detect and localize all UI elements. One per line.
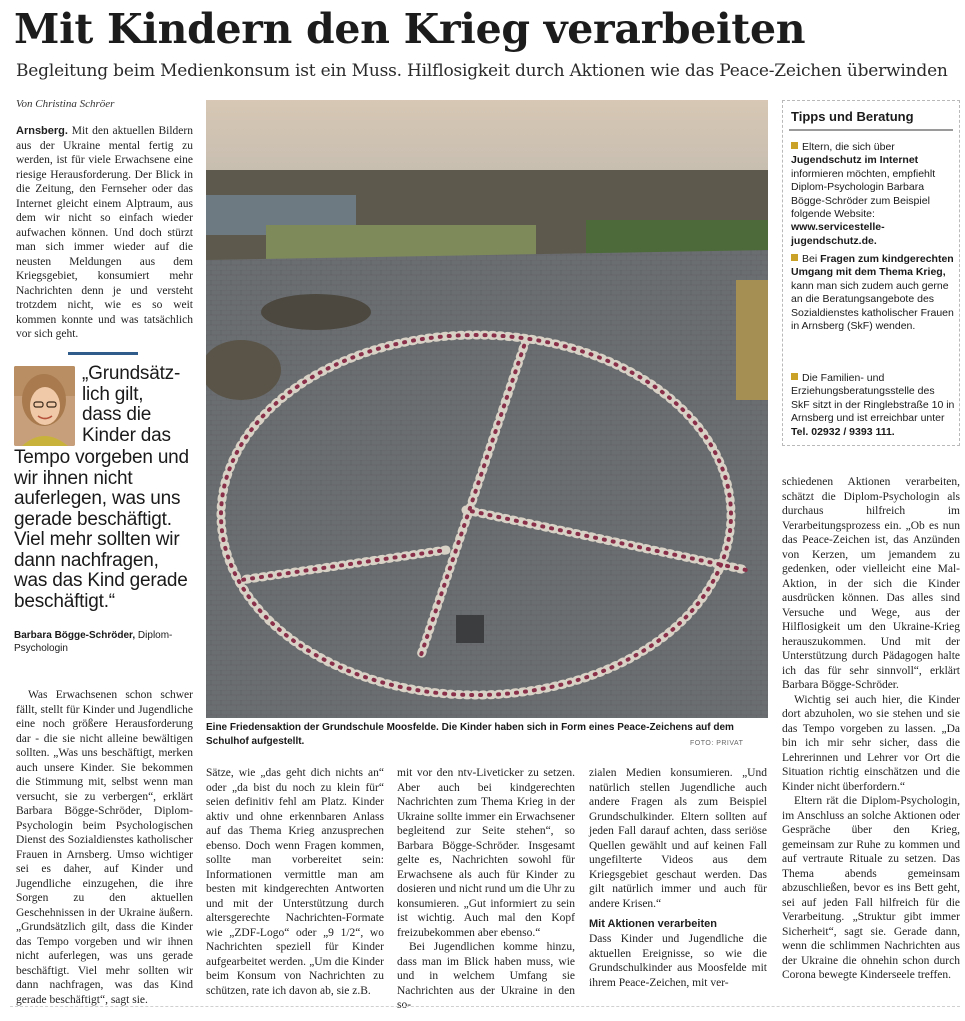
body-text: Eltern rät die Diplom-Psychologin, im Anschluss an solche Aktionen oder Gespräche über den Krieg, gemeinsam zur Ruhe zu kommen und auf vertraute Rituale zu setzen. Das Thema abends gemeinsam abzuschließen, bevor es ins Bett geht, sei auf jeden Fall hilfreich für die Verarbeitung. „Struktur gibt immer Sicherheit“, sagt sie. Gerade dann, wenn die schlimmen Nachrichten aus der Ukraine die ohnehin schon durch Corona bewegte Kinderseele treffen. <box>782 795 960 981</box>
body-column-4 <box>397 766 575 1013</box>
body-column-3 <box>206 766 384 998</box>
photo-credit: FOTO: PRIVAT <box>690 740 744 747</box>
bullet-square-icon <box>791 254 798 261</box>
tip-item <box>791 253 956 333</box>
quote-author-role: Diplom-Psychologin <box>14 630 173 654</box>
pull-quote-line: dass die <box>82 404 152 425</box>
dateline: Arnsberg. <box>16 125 68 137</box>
peace-sign-photo <box>206 100 768 718</box>
tip-phone: Tel. 02932 / 9393 111. <box>791 425 895 438</box>
tips-title: Tipps und Beratung <box>791 109 914 124</box>
quote-attribution <box>14 629 194 655</box>
body-text: Was Erwachsenen schon schwer fällt, stellt für Kinder und Jugendliche eine noch größere Herausforderung dar - die sie nicht alleine bewältigen sollten. „Was uns beschäftigt, merken auch unsere Kinder. Sie bekommen die Stimmung mit, selbst wenn man versucht, sie zu verbergen“, erklärt Barbara Bögge-Schröder, Diplom-Psychologin beim Psychologischen Dienst des Sozialdienstes katholischer Frauen in Arnsberg. Umso wichtiger sei es daher, auf Kinder und Jugendliche einzugehen, die ihre Sorgen zu den aktuellen Geschehnissen in der Ukraine äußern. „Grundsätzlich gilt, dass die Kinder das Tempo vorgeben und wir ihnen nicht auferlegen, was uns gerade beschäftigt. Viel mehr sollten wir dann nachfragen, was das Kind gerade beschäftigt“, sagt sie. <box>16 689 193 1006</box>
bullet-square-icon <box>791 373 798 380</box>
body-column-1 <box>16 688 193 1007</box>
byline: Von Christina Schröer <box>16 98 115 110</box>
body-text: Wichtig sei auch hier, die Kinder dort abzuholen, wo sie stehen und sie das Tempo vorgeben zu lassen. „Da bin ich mir sehr sicher, dass die Lehrerinnen und Lehrer vor Ort die Situation richtig einschätzen und die Kinder nicht überfordern.“ <box>782 693 960 793</box>
page-border <box>10 1006 960 1008</box>
tip-website: www.servicestelle-jugendschutz.de. <box>791 221 885 247</box>
bullet-square-icon <box>791 142 798 149</box>
body-text: Bei Jugendlichen komme hinzu, dass man im Blick haben muss, wie und in welchem Umfang sie Nachrichten aus der Ukraine in den so- <box>397 941 575 1011</box>
pull-quote-line: „Grundsätz- <box>82 363 181 384</box>
body-text: zialen Medien konsumieren. „Und natürlich stellen Jugendliche auch andere Fragen als zum Beispiel Grundschulkinder. Eltern sollten auf jeden Fall darauf achten, dass seriöse Quellen gewählt und auf keinen Fall ungefilterte Videos aus dem Kriegsgebiet geschaut werden. Das gilt natürlich immer und auch für andere Krisen.“ <box>589 767 767 910</box>
tips-box <box>782 100 960 446</box>
lead-paragraph <box>16 124 193 342</box>
subheadline: Begleitung beim Medienkonsum ist ein Muss. Hilflosigkeit durch Aktionen wie das Peace-Zeichen überwinden <box>16 61 948 81</box>
tip-text: informieren möchten, empfiehlt Diplom-Psychologin Barbara Bögge-Schröder zum Beispiel folgende Website: <box>791 167 936 221</box>
body-text: mit vor den ntv-Liveticker zu setzen. Aber auch bei kindgerechten Nachrichten zum Thema Krieg in der Ukraine sollte immer ein Erwachsener begleitend zur Seite stehen“, so Barbara Bögge-Schröder. Insgesamt gelte es, Nachrichten sowohl für Erwachsene als auch für Kinder zu dosieren und nicht rund um die Uhr zu konsumieren. „Gut informiert zu sein ist wichtig. Auch mal den Kopf freizubekommen aber ebenso.“ <box>397 767 575 939</box>
author-portrait <box>14 366 75 446</box>
body-text: Dass Kinder und Jugendliche die aktuellen Ereignisse, so wie die Grundschulkinder aus Moosfelde mit ihrem Peace-Zeichen, mit ver- <box>589 933 767 989</box>
tip-emphasis: Fragen zum kindgerechten Umgang mit dem Thema Krieg, <box>791 253 954 279</box>
headline: Mit Kindern den Krieg verarbeiten <box>14 5 806 53</box>
tip-text: Eltern, die sich über <box>802 141 895 153</box>
body-column-5 <box>589 766 767 990</box>
tip-text: kann man sich zudem auch gerne an die Beratungsangebote des Sozialdienstes katholischer Frauen in Arnsberg (SkF) wenden. <box>791 279 954 333</box>
quote-rule <box>68 352 138 355</box>
lead-text: Mit den aktuellen Bildern aus der Ukraine mental fertig zu werden, ist für viele Erwachsene eine riesige Herausforderung. Der Blick in die Zeitung, den Fernseher oder das Internet gleicht einem Alptraum, aus dem wir nicht so einfach wieder aufwachen können. Und doch stürzt man sich immer wieder auf die neusten Meldungen aus dem Kriegsgebiet, konsumiert mehr Nachrichten denn je und versteht trotzdem nicht, wie es so weit kommen konnte und was tatsächlich vor sich geht. <box>16 125 193 340</box>
photo-caption: Eine Friedensaktion der Grundschule Moosfelde. Die Kinder haben sich in Form eines Peace-Zeichens auf dem Schulhof aufgestellt. <box>206 722 734 747</box>
tip-item <box>791 372 956 439</box>
pull-quote-head <box>82 364 194 446</box>
tip-text: Die Familien- und Erziehungsberatungsstelle des SkF sitzt in der Ringlebstraße 10 in Arnsberg und ist erreichbar unter <box>791 372 955 425</box>
pull-quote-line: Kinder das <box>82 424 171 446</box>
tip-item <box>791 141 956 248</box>
pull-quote-line: lich gilt, <box>82 383 144 405</box>
section-subhead: Mit Aktionen verarbeiten <box>589 918 717 930</box>
body-text: Sätze, wie „das geht dich nichts an“ oder „da bist du noch zu klein für“ seien definitiv fehl am Platz. Kinder aktiv und ohne erkennbaren Anlass auf das Thema Krieg anzusprechen ebenso. Doch wenn Fragen kommen, sollte man vorbereitet sein: Informationen vermittle man am besten mit kindgerechten Antworten und mit der Unterstützung durch altersgerechte Nachrichten-Formate wie „ZDF-Logo“ oder „9 1/2“, wo Nachrichten speziell für Kinder aufgearbeitet werden. „Um die Kinder beim Konsum von Nachrichten zu schützen, rate ich davon ab, sie z.B. <box>206 767 384 997</box>
body-column-6 <box>782 475 960 983</box>
quote-author: Barbara Bögge-Schröder, <box>14 630 136 641</box>
tip-text: Bei <box>802 253 821 265</box>
tips-rule <box>789 129 953 131</box>
tip-emphasis: Jugendschutz im Internet <box>791 154 919 167</box>
body-text: schiedenen Aktionen verarbeiten, schätzt die Diplom-Psychologin als durchaus hilfreich im Verarbeitungsprozess ein. „Ob es nun das Peace-Zeichen ist, das Anzünden von Kerzen, um jemandem zu gedenken, oder vielleicht eine Mal-Aktion, in der sich die Kinder ausdrücken können. Das alles sind Versuche und Wege, aus der Hilflosigkeit um den Ukraine-Krieg herauszukommen. Und mit der Unterstützung durch Pädagogen halte ich das für sehr sinnvoll“, erklärt Barbara Bögge-Schröder. <box>782 476 960 691</box>
pull-quote-body: Tempo vorgeben und wir ihnen nicht auferlegen, was uns gerade beschäftigt. Viel mehr sollten wir dann nachfragen, was das Kind gerade beschäftigt.“ <box>14 447 189 612</box>
